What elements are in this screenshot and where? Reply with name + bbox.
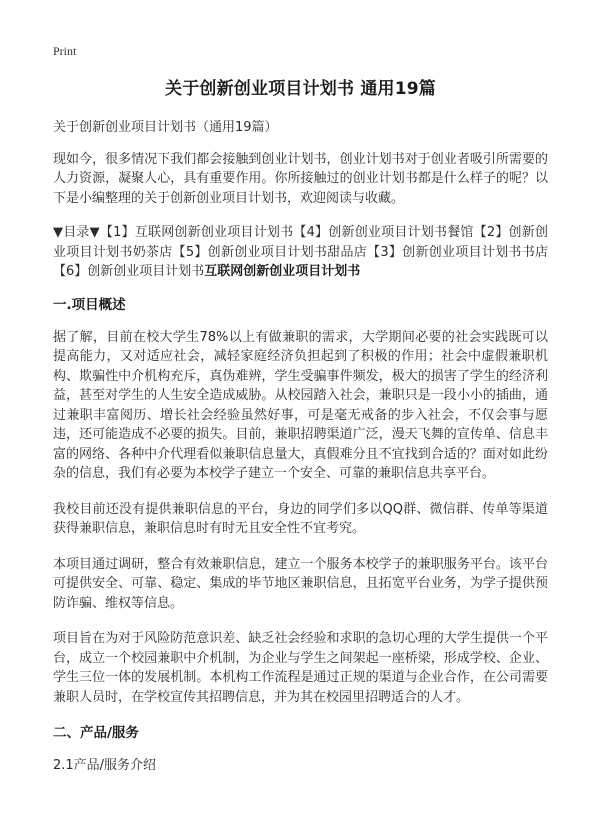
toc-link-2[interactable]: 【2】创新创业项目计划书奶茶店 (53, 225, 548, 260)
toc-link-6[interactable]: 【6】创新创业项目计划书 (53, 264, 205, 279)
section-heading-overview: 一.项目概述 (53, 296, 126, 313)
toc-link-1[interactable]: 【1】互联网创新创业项目计划书 (99, 225, 294, 240)
page-title: 关于创新创业项目计划书 通用19篇 (165, 79, 436, 99)
overview-paragraph-4: 项目旨在为对于风险防范意识差、缺乏社会经验和求职的急切心理的大学生提供一个平台，成立一个校园兼职中介机制，为企业与学生之间架起一座桥梁，形成学校、企业、学生三位一体的发展机制。本机构工作流程是通过正规的渠道与企业合作，在公司需要兼职人员时，在学校宣传其招聘信息，并为其在校园里招聘适合的人才。 (53, 631, 548, 705)
toc-prefix: ▼目录▼ (53, 225, 100, 240)
overview-paragraph-1: 据了解，目前在校大学生78%以上有做兼职的需求，大学期间必要的社会实践既可以提高能力，又对适应社会，减轻家庭经济负担起到了积极的作用；社会中虚假兼职机构、欺骗性中介机构充斥，真伪难辨，学生受骗事件频发，极大的损害了学生的经济利益，甚至对学生的人生安全造成威胁。从校园踏入社会，兼职只是一段小小的插曲，通过兼职丰富阅历、增长社会经验虽然好事，可是毫无戒备的步入社会，不仅会事与愿违，还可能造成不必要的损失。目前，兼职招聘渠道广泛，漫天飞舞的宣传单、信息丰富的网络、各种中介代理看似兼职信息量大，真假难分且不宜找到合适的？面对如此纷杂的信息，我们有必要为本校学子建立一个安全、可靠的兼职信息共享平台。 (53, 329, 548, 481)
toc-link-3[interactable]: 【3】创新创业项目计划书书店 (367, 244, 548, 260)
overview-paragraph-2: 我校目前还没有提供兼职信息的平台，身边的同学们多以QQ群、微信群、传单等渠道获得兼职信息，兼职信息时有时无且安全性不宜考究。 (53, 501, 548, 536)
section-heading-products: 二、产品/服务 (53, 725, 139, 741)
intro-paragraph: 现如今，很多情况下我们都会接触到创业计划书，创业计划书对于创业者吸引所需要的人力资源，凝聚人心，具有重要作用。你所接触过的创业计划书都是什么样子的呢？以下是小编整理的关于创新创业项目计划书，欢迎阅读与收藏。 (53, 151, 548, 206)
article-subtitle: 关于创新创业项目计划书（通用19篇） (53, 120, 278, 135)
toc-link-4[interactable]: 【4】创新创业项目计划书餐馆 (293, 225, 474, 240)
toc-current-item: 互联网创新创业项目计划书 (204, 264, 361, 279)
subsection-heading-product-intro: 2.1产品/服务介绍 (53, 758, 157, 773)
print-link[interactable]: Print (53, 44, 77, 58)
table-of-contents (53, 223, 548, 282)
toc-link-5[interactable]: 【5】创新创业项目计划书甜品店 (172, 244, 368, 260)
overview-paragraph-3: 本项目通过调研，整合有效兼职信息，建立一个服务本校学子的兼职服务平台。该平台可提供安全、可靠、稳定、集成的毕节地区兼职信息，且拓宽平台业务，为学子提供预防诈骗、维权等信息。 (53, 556, 548, 611)
